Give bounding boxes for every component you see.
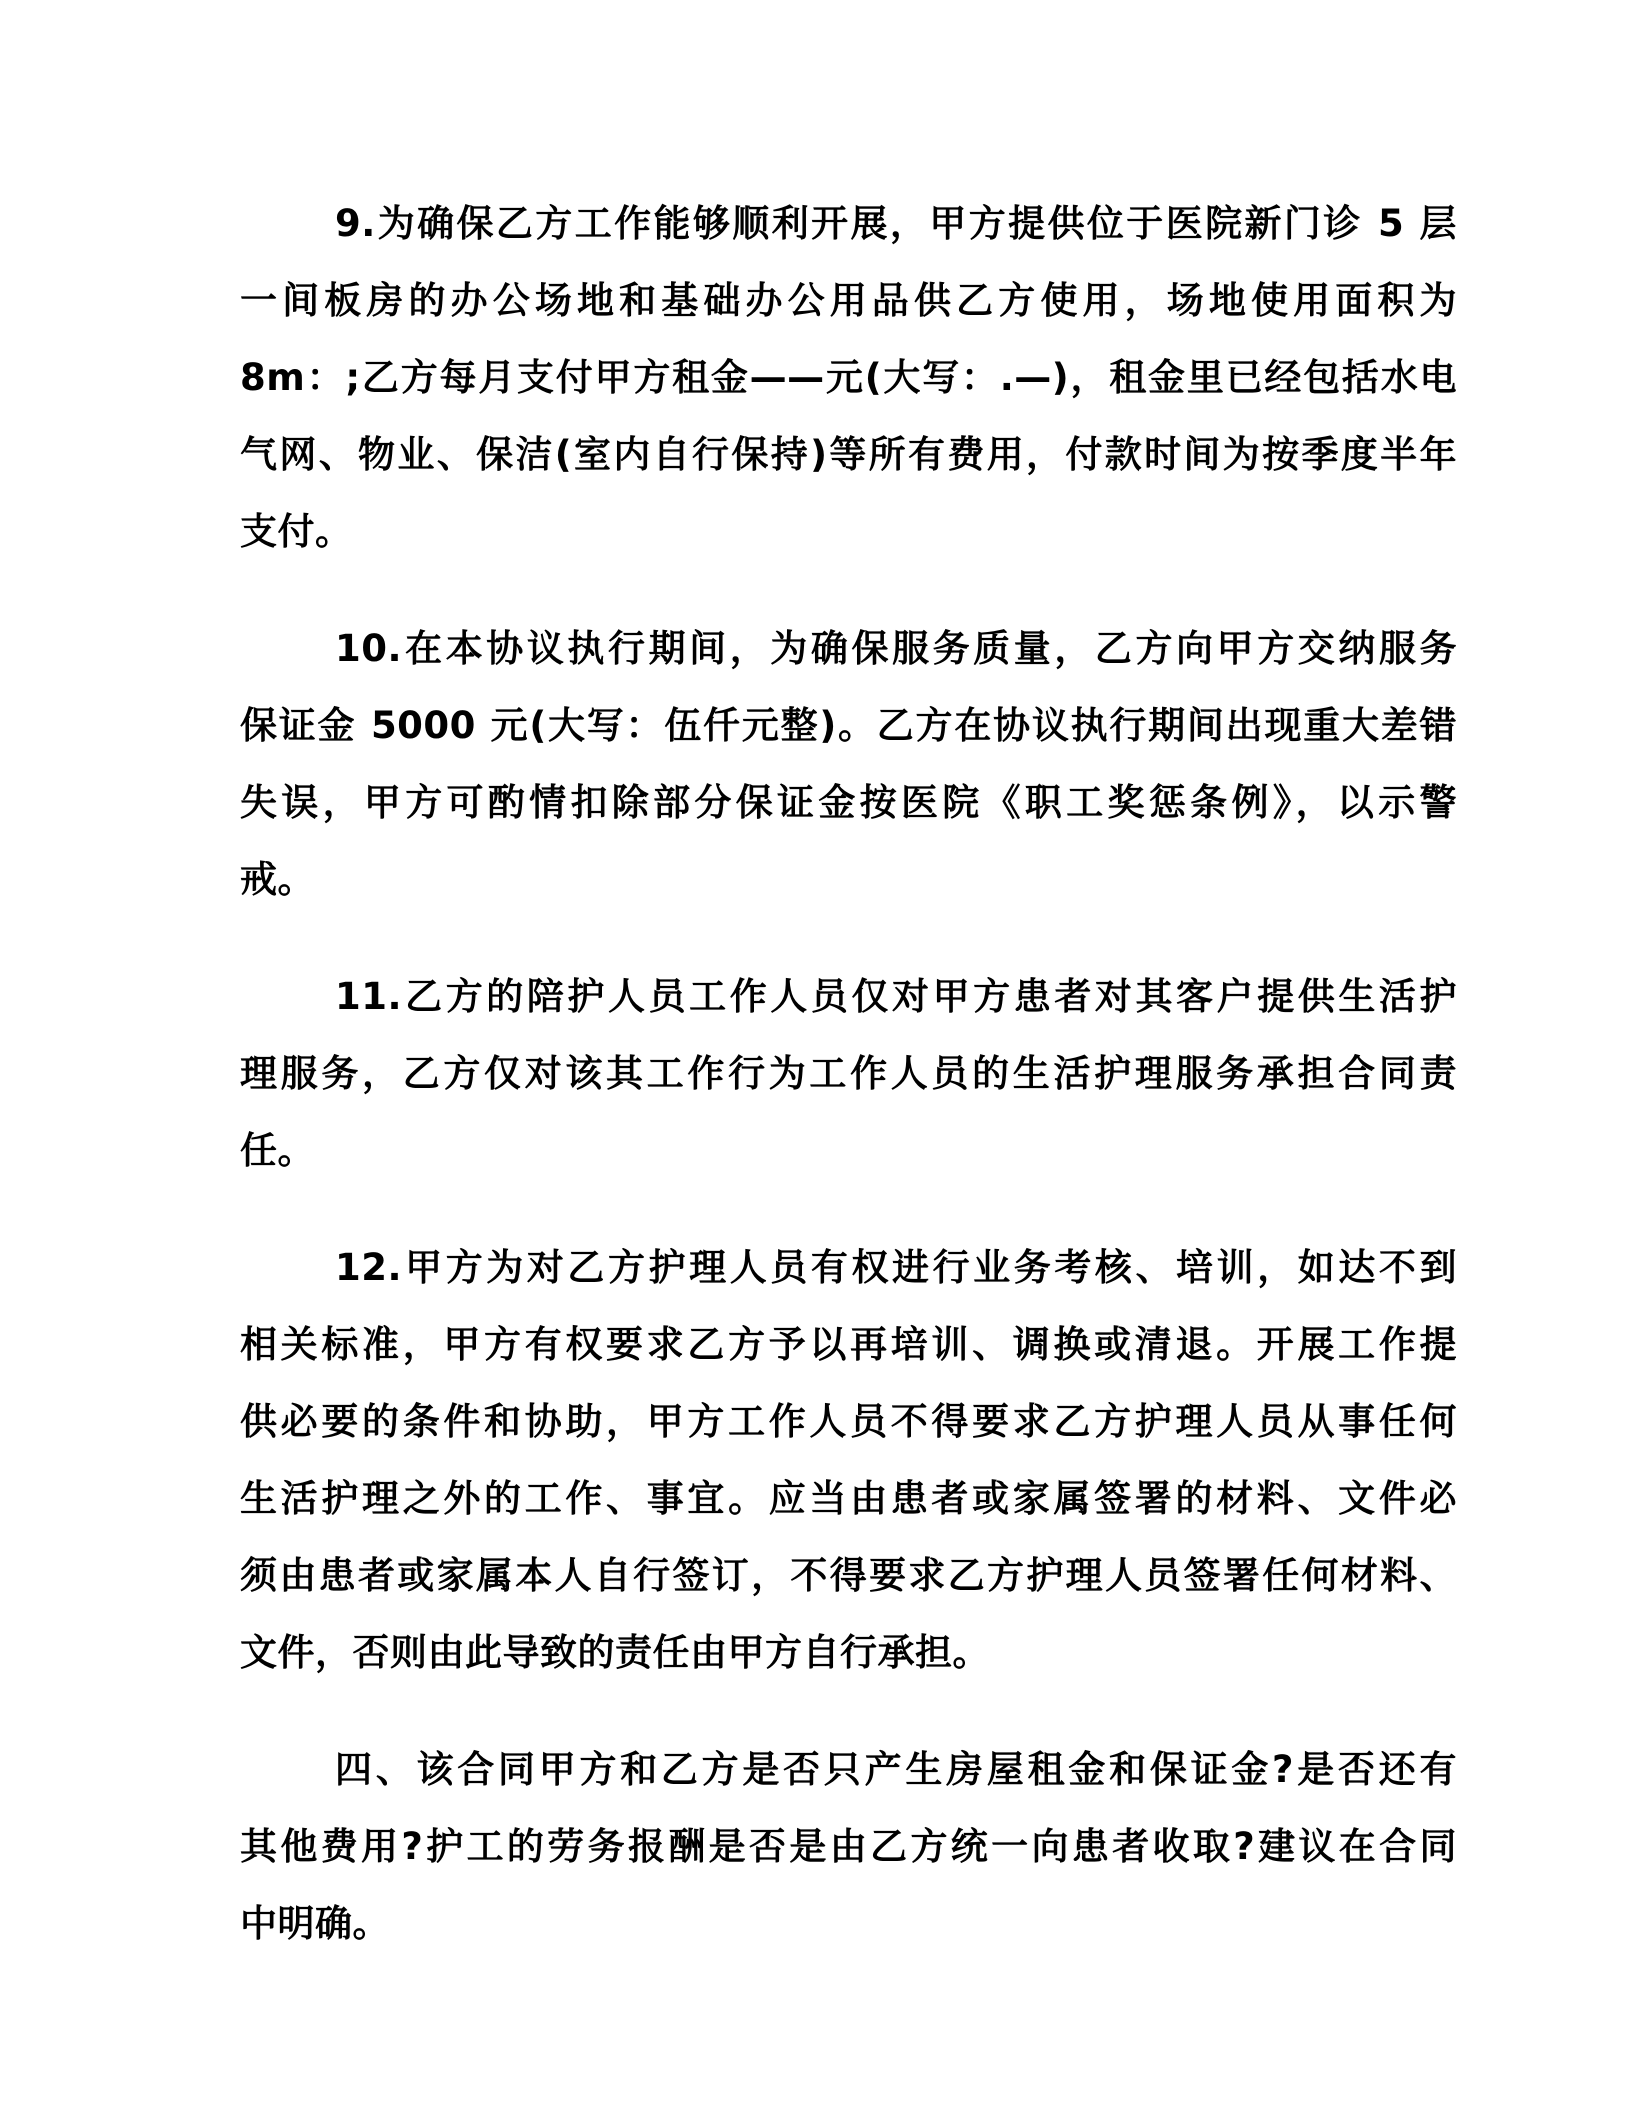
text-line: 9.为确保乙方工作能够顺利开展，甲方提供位于医院新门诊 5 层 [335,202,1457,245]
text-line: 生活护理之外的工作、事宜。应当由患者或家属签署的材料、文件必 [240,1477,1457,1520]
text-line: 8m：;乙方每月支付甲方租金——元(大写：.—)，租金里已经包括水电 [240,356,1457,399]
clause-10-paragraph [240,610,1457,918]
text-line: 理服务，乙方仅对该其工作行为工作人员的生活护理服务承担合同责 [240,1052,1457,1095]
clause-12-paragraph [240,1229,1457,1691]
text-line: 其他费用?护工的劳务报酬是否是由乙方统一向患者收取?建议在合同 [240,1825,1457,1868]
text-line: 供必要的条件和协助，甲方工作人员不得要求乙方护理人员从事任何 [240,1400,1457,1443]
text-line: 一间板房的办公场地和基础办公用品供乙方使用，场地使用面积为 [240,279,1457,322]
text-line: 11.乙方的陪护人员工作人员仅对甲方患者对其客户提供生活护 [335,975,1457,1018]
text-line: 气网、物业、保洁(室内自行保持)等所有费用，付款时间为按季度半年 [240,433,1457,476]
clause-9-paragraph [240,185,1457,570]
text-line: 10.在本协议执行期间，为确保服务质量，乙方向甲方交纳服务 [335,627,1457,670]
text-line: 支付。 [240,510,353,553]
text-line: 12.甲方为对乙方护理人员有权进行业务考核、培训，如达不到 [335,1246,1457,1289]
text-line: 戒。 [240,858,315,901]
text-line: 保证金 5000 元(大写：伍仟元整)。乙方在协议执行期间出现重大差错 [240,704,1457,747]
comment-4-paragraph [240,1731,1457,1962]
text-line: 相关标准，甲方有权要求乙方予以再培训、调换或清退。开展工作提 [240,1323,1457,1366]
clause-11-paragraph [240,958,1457,1189]
text-line: 四、该合同甲方和乙方是否只产生房屋租金和保证金?是否还有 [335,1748,1457,1791]
text-line: 须由患者或家属本人自行签订，不得要求乙方护理人员签署任何材料、 [240,1554,1457,1597]
text-line: 任。 [240,1129,315,1172]
text-line: 失误，甲方可酌情扣除部分保证金按医院《职工奖惩条例》，以示警 [240,781,1457,824]
text-line: 中明确。 [240,1902,390,1945]
text-line: 文件，否则由此导致的责任由甲方自行承担。 [240,1631,990,1674]
